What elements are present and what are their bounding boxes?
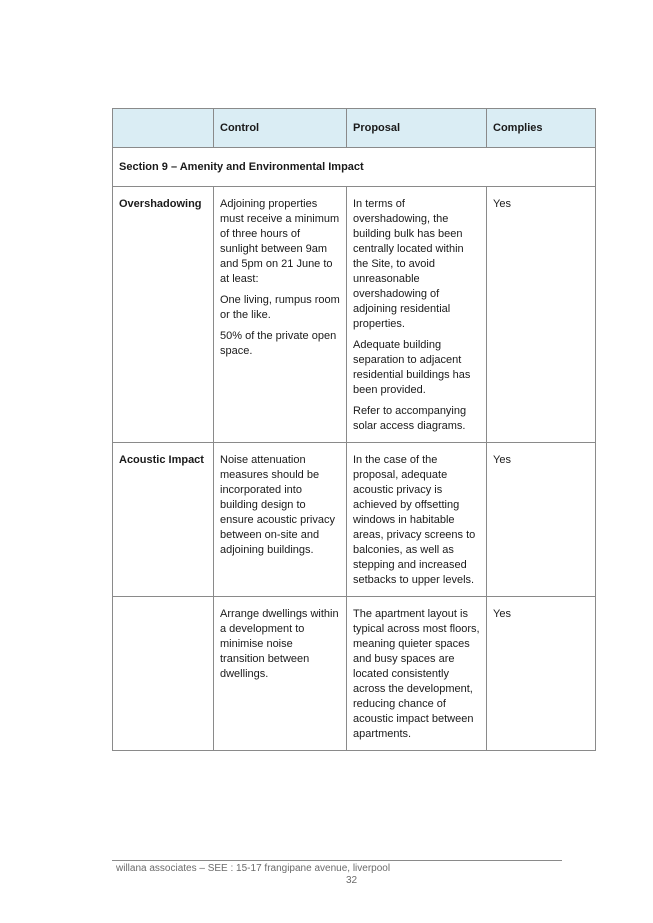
- header-complies: Complies: [487, 109, 596, 148]
- row-label: [113, 597, 214, 751]
- proposal-cell: [347, 443, 487, 597]
- table-row: [113, 187, 596, 443]
- proposal-cell: [347, 597, 487, 751]
- complies-cell: Yes: [487, 187, 596, 443]
- proposal-text: In the case of the proposal, adequate acoustic privacy is achieved by offsetting windows in habitable areas, privacy screens to balconies, as well as stepping and increased setbacks to upper levels.: [353, 454, 476, 586]
- compliance-table: [112, 108, 596, 751]
- control-text: Noise attenuation measures should be incorporated into building design to ensure acoustic privacy between on-site and adjoining buildings.: [220, 454, 335, 556]
- control-text: 50% of the private open space.: [220, 330, 337, 357]
- control-text: One living, rumpus room or the like.: [220, 294, 340, 321]
- control-cell: [214, 597, 347, 751]
- page-number: 32: [345, 875, 358, 886]
- proposal-text: The apartment layout is typical across most floors, meaning quieter spaces and busy spaces are located consistently across the development, reducing chance of acoustic impact between apartments.: [353, 608, 480, 740]
- header-blank: [113, 109, 214, 148]
- control-cell: [214, 443, 347, 597]
- header-proposal: Proposal: [347, 109, 487, 148]
- table-header-row: [113, 109, 596, 148]
- section-title: Section 9 – Amenity and Environmental Impact: [113, 148, 596, 187]
- row-label: Overshadowing: [113, 187, 214, 443]
- row-label: Acoustic Impact: [113, 443, 214, 597]
- table-row: [113, 597, 596, 751]
- complies-cell: Yes: [487, 597, 596, 751]
- control-text: Adjoining properties must receive a minimum of three hours of sunlight between 9am and 5pm on 21 June to at least:: [220, 198, 340, 285]
- section-row: [113, 148, 596, 187]
- proposal-cell: [347, 187, 487, 443]
- proposal-text: Refer to accompanying solar access diagrams.: [353, 405, 467, 432]
- control-cell: [214, 187, 347, 443]
- header-control: Control: [214, 109, 347, 148]
- footer-text: willana associates – SEE : 15-17 frangipane avenue, liverpool: [116, 863, 391, 874]
- proposal-text: Adequate building separation to adjacent residential buildings has been provided.: [353, 339, 471, 396]
- proposal-text: In terms of overshadowing, the building bulk has been centrally located within the Site, to avoid unreasonable overshadowing of adjoining residential properties.: [353, 198, 464, 330]
- footer-divider: [112, 860, 562, 861]
- table-row: [113, 443, 596, 597]
- complies-cell: Yes: [487, 443, 596, 597]
- control-text: Arrange dwellings within a development to minimise noise transition between dwellings.: [220, 608, 339, 680]
